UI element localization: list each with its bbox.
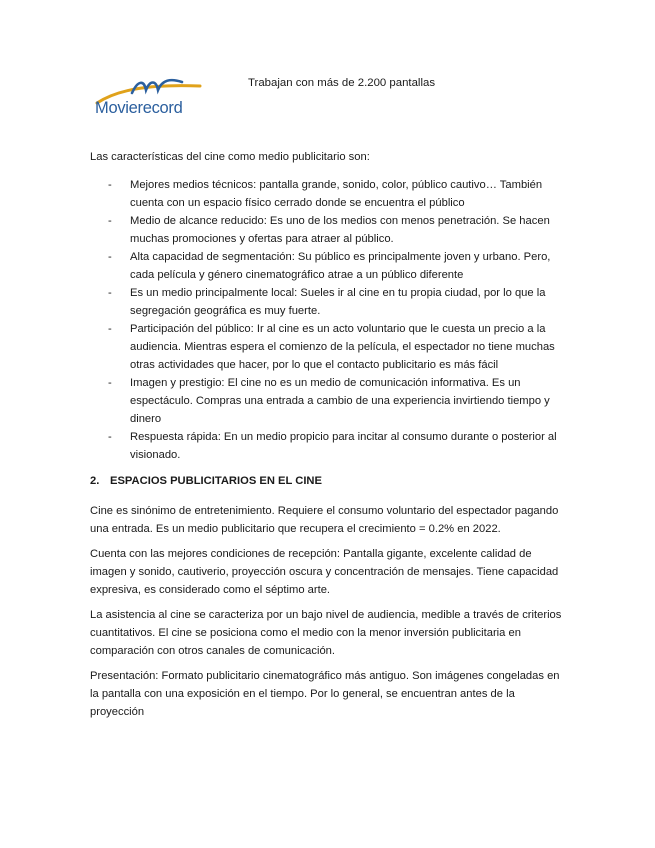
header-title: Trabajan con más de 2.200 pantallas: [248, 77, 436, 89]
bullet-dash: -: [108, 377, 112, 389]
paragraph: Cuenta con las mejores condiciones de recepción: Pantalla gigante, excelente calidad de imagen y sonido, cautiverio, proyección oscura y concentración de mensajes. Tiene capacidad expresiva, es considerado como el séptimo arte.: [90, 548, 559, 596]
list-item: - Es un medio principalmente local: Sueles ir al cine en tu propia ciudad, por lo que la segregación geográfica es muy fuerte.: [90, 284, 570, 320]
list-item: - Respuesta rápida: En un medio propicio para incitar al consumo durante o posterior al visionado.: [90, 428, 570, 464]
section-heading: [90, 472, 570, 490]
section-number: 2.: [90, 475, 100, 487]
paragraph: Presentación: Formato publicitario cinematográfico más antiguo. Son imágenes congeladas en la pantalla con una exposición en el tiempo. Por lo general, se encuentran antes de la proyección: [90, 670, 560, 718]
list-item: - Alta capacidad de segmentación: Su público es principalmente joven y urbano. Pero, cada película y género cinematográfico atrae a un público diferente: [90, 248, 570, 284]
bullet-dash: -: [108, 323, 112, 335]
document-body: [90, 148, 570, 728]
intro-text: Las características del cine como medio publicitario son:: [90, 151, 370, 163]
paragraph: La asistencia al cine se caracteriza por un bajo nivel de audiencia, medible a través de criterios cuantitativos. El cine se posiciona como el medio con la menor inversión publicitaria en comparación con otros canales de comunicación.: [90, 609, 562, 657]
list-item: - Imagen y prestigio: El cine no es un medio de comunicación informativa. Es un espectáculo. Compras una entrada a cambio de una experiencia invirtiendo tiempo y dinero: [90, 374, 570, 428]
section-title: ESPACIOS PUBLICITARIOS EN EL CINE: [110, 475, 322, 487]
bullet-dash: -: [108, 251, 112, 263]
list-item: - Mejores medios técnicos: pantalla grande, sonido, color, público cautivo… También cuenta con un espacio físico cerrado donde se encuentra el público: [90, 176, 570, 212]
bullet-dash: -: [108, 215, 112, 227]
bullet-dash: -: [108, 431, 112, 443]
logo-text: Movierecord: [95, 99, 183, 117]
bullet-dash: -: [108, 287, 112, 299]
list-item: - Medio de alcance reducido: Es uno de los medios con menos penetración. Se hacen muchas promociones y ofertas para atraer al público.: [90, 212, 570, 248]
list-item: - Participación del público: Ir al cine es un acto voluntario que le cuesta un precio a la audiencia. Mientras espera el comienzo de la película, el espectador no tiene muchas otras actividades que hacer, por lo que el contacto publicitario es más fácil: [90, 320, 570, 374]
movierecord-logo: [92, 76, 207, 122]
bullet-dash: -: [108, 179, 112, 191]
paragraph: Cine es sinónimo de entretenimiento. Requiere el consumo voluntario del espectador pagando una entrada. Es un medio publicitario que recupera el crecimiento = 0.2% en 2022.: [90, 505, 559, 535]
features-list: [90, 176, 570, 464]
